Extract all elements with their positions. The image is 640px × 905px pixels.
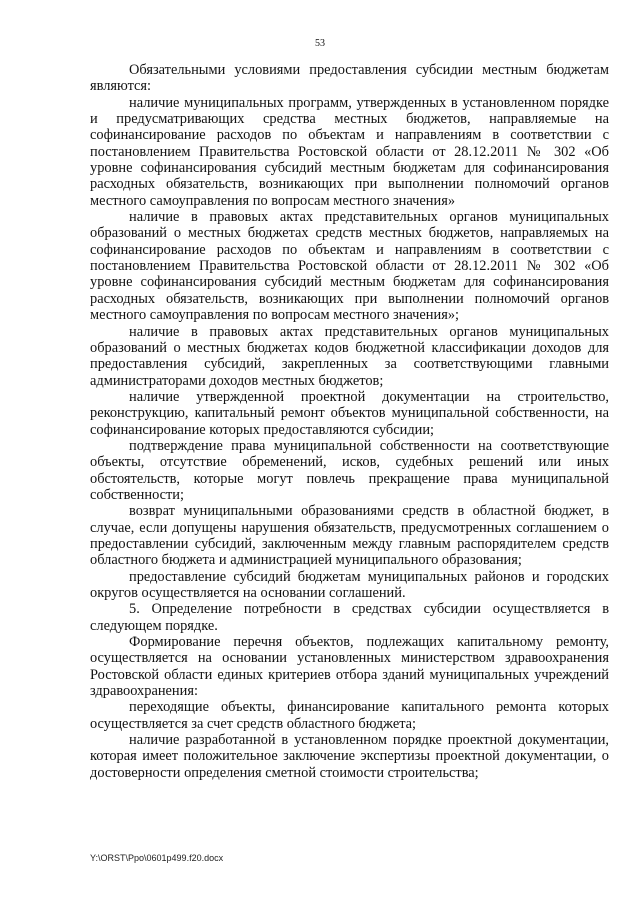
paragraph-carryover-objects: переходящие объекты, финансирование капитального ремонта которых осуществляется за счет средств областного бюджета; — [90, 699, 609, 732]
paragraph-object-list: Формирование перечня объектов, подлежащих капитальному ремонту, осуществляется на основании установленных министерством здравоохранения Ростовской области единых критериев отбора зданий муниципальных учреждений здравоохранения: — [90, 634, 609, 700]
paragraph-refund: возврат муниципальными образованиями средств в областной бюджет, в случае, если допущены нарушения обязательств, предусмотренных соглашением о предоставлении субсидий, заключенным между главным распорядителем средств областного бюджета и администрацией муниципального образования; — [90, 503, 609, 569]
paragraph-project-documentation: наличие утвержденной проектной документации на строительство, реконструкцию, капитальный ремонт объектов муниципальной собственности, на софинансирование которых предоставляются субсидии; — [90, 388, 609, 438]
paragraph-developed-documentation: наличие разработанной в установленном порядке проектной документации, которая имеет положительное заключение экспертизы проектной документации, о достоверности определения сметной стоимости строительства; — [90, 732, 609, 781]
paragraph-conditions-intro: Обязательными условиями предоставления субсидии местным бюджетам являются: — [90, 62, 609, 95]
paragraph-agreements: предоставление субсидий бюджетам муниципальных районов и городских округов осуществляется на основании соглашений. — [90, 568, 609, 601]
page-number: 53 — [315, 38, 325, 49]
paragraph-legal-acts-funds: наличие в правовых актах представительных органов муниципальных образований о местных бюджетах средств местных бюджетов, направляемых на софинансирование расходов по объектам и направлениям в соответствии с постановлением Правительства Ростовской области от 28.12.2011 № 302 «Об уровне софинансирования субсидий местным бюджетам для софинансирования расходных обязательств, возникающих при выполнении полномочий органов местного самоуправления по вопросам местного значения»; — [90, 209, 609, 324]
paragraph-legal-acts-codes: наличие в правовых актах представительных органов муниципальных образований о местных бюджетах кодов бюджетной классификации доходов для предоставления субсидий, закрепленных за соответствующими главными администраторами доходов местных бюджетов; — [90, 323, 609, 389]
paragraph-municipal-programs: наличие муниципальных программ, утвержденных в установленном порядке и предусматривающих средства местных бюджетов, направляемые на софинансирование расходов по объектам и направлениям в соответствии с постановлением Правительства Ростовской области от 28.12.2011 № 302 «Об уровне софинансирования субсидий местным бюджетам для софинансирования расходных обязательств, возникающих при выполнении полномочий органов местного самоуправления по вопросам местного значения» — [90, 94, 609, 209]
footer-file-path: Y:\ORST\Ppo\0601p499.f20.docx — [90, 853, 224, 863]
paragraph-property-rights: подтверждение права муниципальной собственности на соответствующие объекты, отсутствие обременений, исков, судебных решений или иных обстоятельств, которые могут повлечь прекращение права муниципальной собственности; — [90, 437, 609, 503]
document-body — [90, 62, 609, 781]
paragraph-need-determination: 5. Определение потребности в средствах субсидии осуществляется в следующем порядке. — [90, 601, 609, 634]
